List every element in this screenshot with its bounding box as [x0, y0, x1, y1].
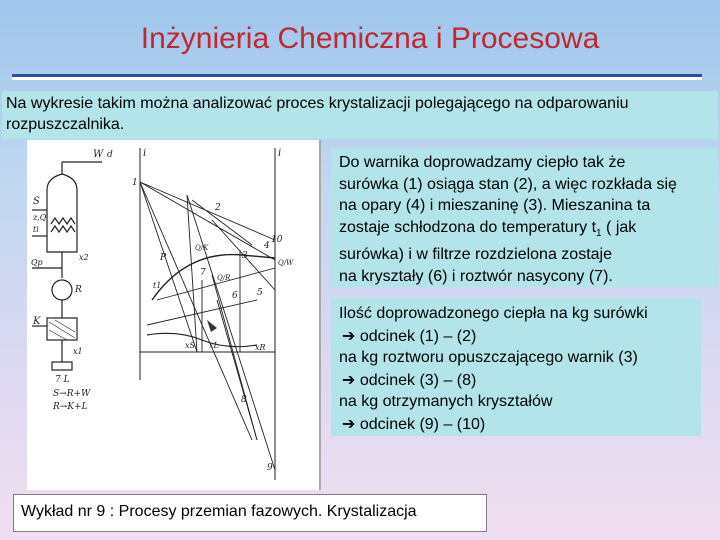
label-K: K — [33, 316, 41, 327]
axis-label-i-left: i — [143, 148, 147, 159]
description-line: surówka (1) osiąga stan (2), a więc rozkłada się — [339, 175, 677, 193]
description-line: na kryształy (6) i roztwór nasycony (7). — [339, 267, 613, 285]
label-zQ: z,Q — [33, 213, 47, 222]
point-8: 8 — [241, 395, 247, 405]
point-9: 9 — [267, 463, 273, 473]
point-3: 3 — [242, 251, 248, 261]
heat-line: na kg roztworu opuszczającego warnik (3) — [339, 349, 638, 366]
label-R: R — [75, 285, 82, 295]
intro-text-box — [2, 91, 718, 139]
heat-line: na kg otrzymanych kryształów — [339, 393, 553, 410]
crystallization-diagram — [27, 140, 321, 490]
heat-quantity-box — [331, 298, 701, 436]
label-xR: xR — [255, 343, 266, 352]
point-4: 4 — [264, 241, 270, 251]
description-line: Do warnika doprowadzamy ciepło tak że — [339, 154, 626, 171]
label-W: W — [93, 149, 104, 160]
arrow-right-icon: ➔ — [342, 325, 356, 345]
label-eq1: S→R+W — [53, 389, 91, 399]
hatched-region — [207, 320, 217, 332]
slide-title: Inżynieria Chemiczna i Procesowa — [140, 22, 600, 55]
diagram-svg — [27, 140, 319, 490]
label-QW: Q/W — [278, 259, 294, 267]
point-1: 1 — [132, 178, 138, 188]
label-S: S — [33, 196, 40, 207]
label-QK: Q/K — [195, 244, 209, 252]
construction-lines — [140, 182, 275, 470]
heat-line-segment — [339, 325, 693, 348]
description-line: surówka) i w filtrze rozdzielona zostaje — [339, 246, 612, 264]
description-line — [339, 217, 710, 245]
label-x2: x2 — [79, 253, 89, 262]
arrow-right-icon: ➔ — [342, 413, 356, 433]
label-Qp: Qp — [31, 258, 43, 267]
label-eq2: R→K+L — [53, 402, 88, 412]
segment-text: odcinek (3) – (8) — [359, 371, 477, 389]
point-10: 10 — [271, 235, 283, 245]
axis-label-i-right: i — [278, 148, 282, 159]
label-P: P — [160, 253, 167, 263]
label-x1: x1 — [73, 347, 83, 356]
title-divider-highlight — [12, 77, 702, 80]
point-5: 5 — [257, 288, 263, 298]
segment-text: odcinek (1) – (2) — [359, 327, 477, 345]
subscript: 1 — [596, 227, 602, 239]
lecture-footer: Wykład nr 9 : Procesy przemian fazowych. Krystalizacja — [13, 494, 487, 532]
point-6: 6 — [232, 291, 238, 301]
process-description-box — [331, 148, 718, 287]
description-line: na opary (4) i mieszaninę (3). Mieszanina ta — [339, 197, 651, 214]
label-ti: ti — [33, 225, 39, 234]
intro-line: Na wykresie takim można analizować proces krystalizacji polegającego na odparowaniu — [6, 95, 629, 112]
point-2: 2 — [215, 203, 221, 213]
heat-line: Ilość doprowadzonego ciepła na kg surówki — [339, 305, 648, 322]
label-xS: xS — [185, 341, 195, 350]
label-d: d — [107, 150, 113, 160]
heat-line-segment — [339, 413, 693, 436]
segment-text: odcinek (9) – (10) — [359, 415, 486, 433]
label-xL: xL — [209, 341, 219, 350]
description-text: ( jak — [601, 218, 637, 236]
label-L: 7 L — [55, 375, 70, 385]
arrow-right-icon: ➔ — [342, 369, 356, 389]
label-QR: Q/R — [217, 274, 231, 282]
heat-line-segment — [339, 369, 693, 392]
label-t1: t1 — [153, 281, 162, 290]
point-7: 7 — [200, 268, 206, 278]
description-text: zostaje schłodzona do temperatury t — [339, 218, 597, 236]
intro-line: rozpuszczalnika. — [6, 116, 125, 133]
